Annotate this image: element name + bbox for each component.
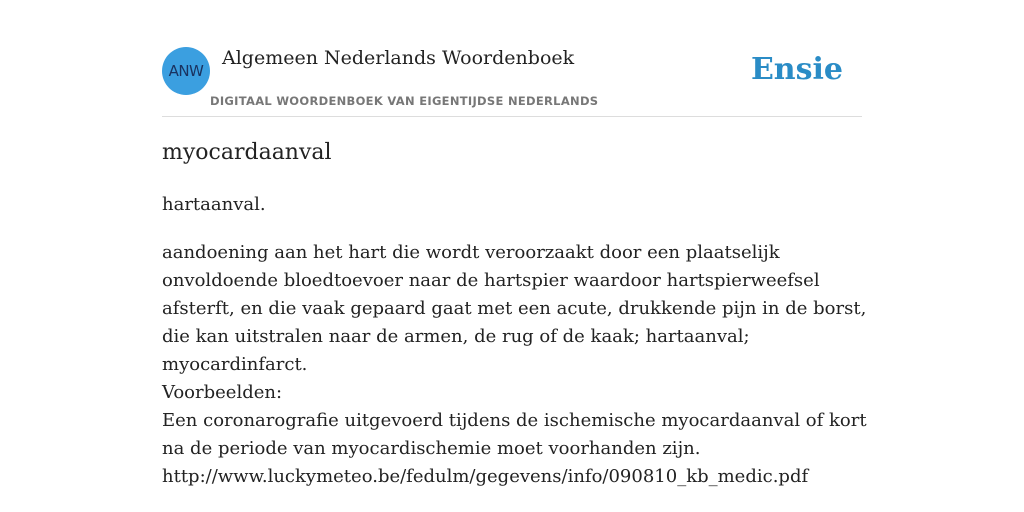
dictionary-title[interactable]: Algemeen Nederlands Woordenboek — [222, 47, 575, 69]
logo-text: ANW — [168, 62, 204, 80]
anw-logo[interactable] — [162, 47, 210, 95]
examples-section — [162, 379, 867, 491]
examples-label: Voorbeelden: — [162, 382, 283, 403]
example-text: Een coronarografie uitgevoerd tijdens de ischemische myocardaanval of kort na de periode van myocardischemie moet voorhanden zijn. — [162, 410, 867, 459]
full-definition: aandoening aan het hart die wordt veroorzaakt door een plaatselijk onvoldoende bloedtoevoer naar de hartspier waardoor hartspierweefsel afsterft, en die vaak gepaard gaat met een acute, drukkende pijn in de borst, die kan uitstralen naar de armen, de rug of de kaak; hartaanval; myocardinfarct. — [162, 242, 867, 375]
dictionary-subtitle: DIGITAAL WOORDENBOEK VAN EIGENTIJDSE NEDERLANDS — [210, 94, 599, 108]
short-definition: hartaanval. — [162, 194, 266, 215]
dictionary-header — [162, 46, 862, 117]
example-source-link[interactable]: http://www.luckymeteo.be/fedulm/gegevens/info/090810_kb_medic.pdf — [162, 466, 809, 487]
ensie-brand-logo[interactable]: Ensie — [750, 52, 843, 87]
entry-headword: myocardaanval — [162, 140, 332, 165]
